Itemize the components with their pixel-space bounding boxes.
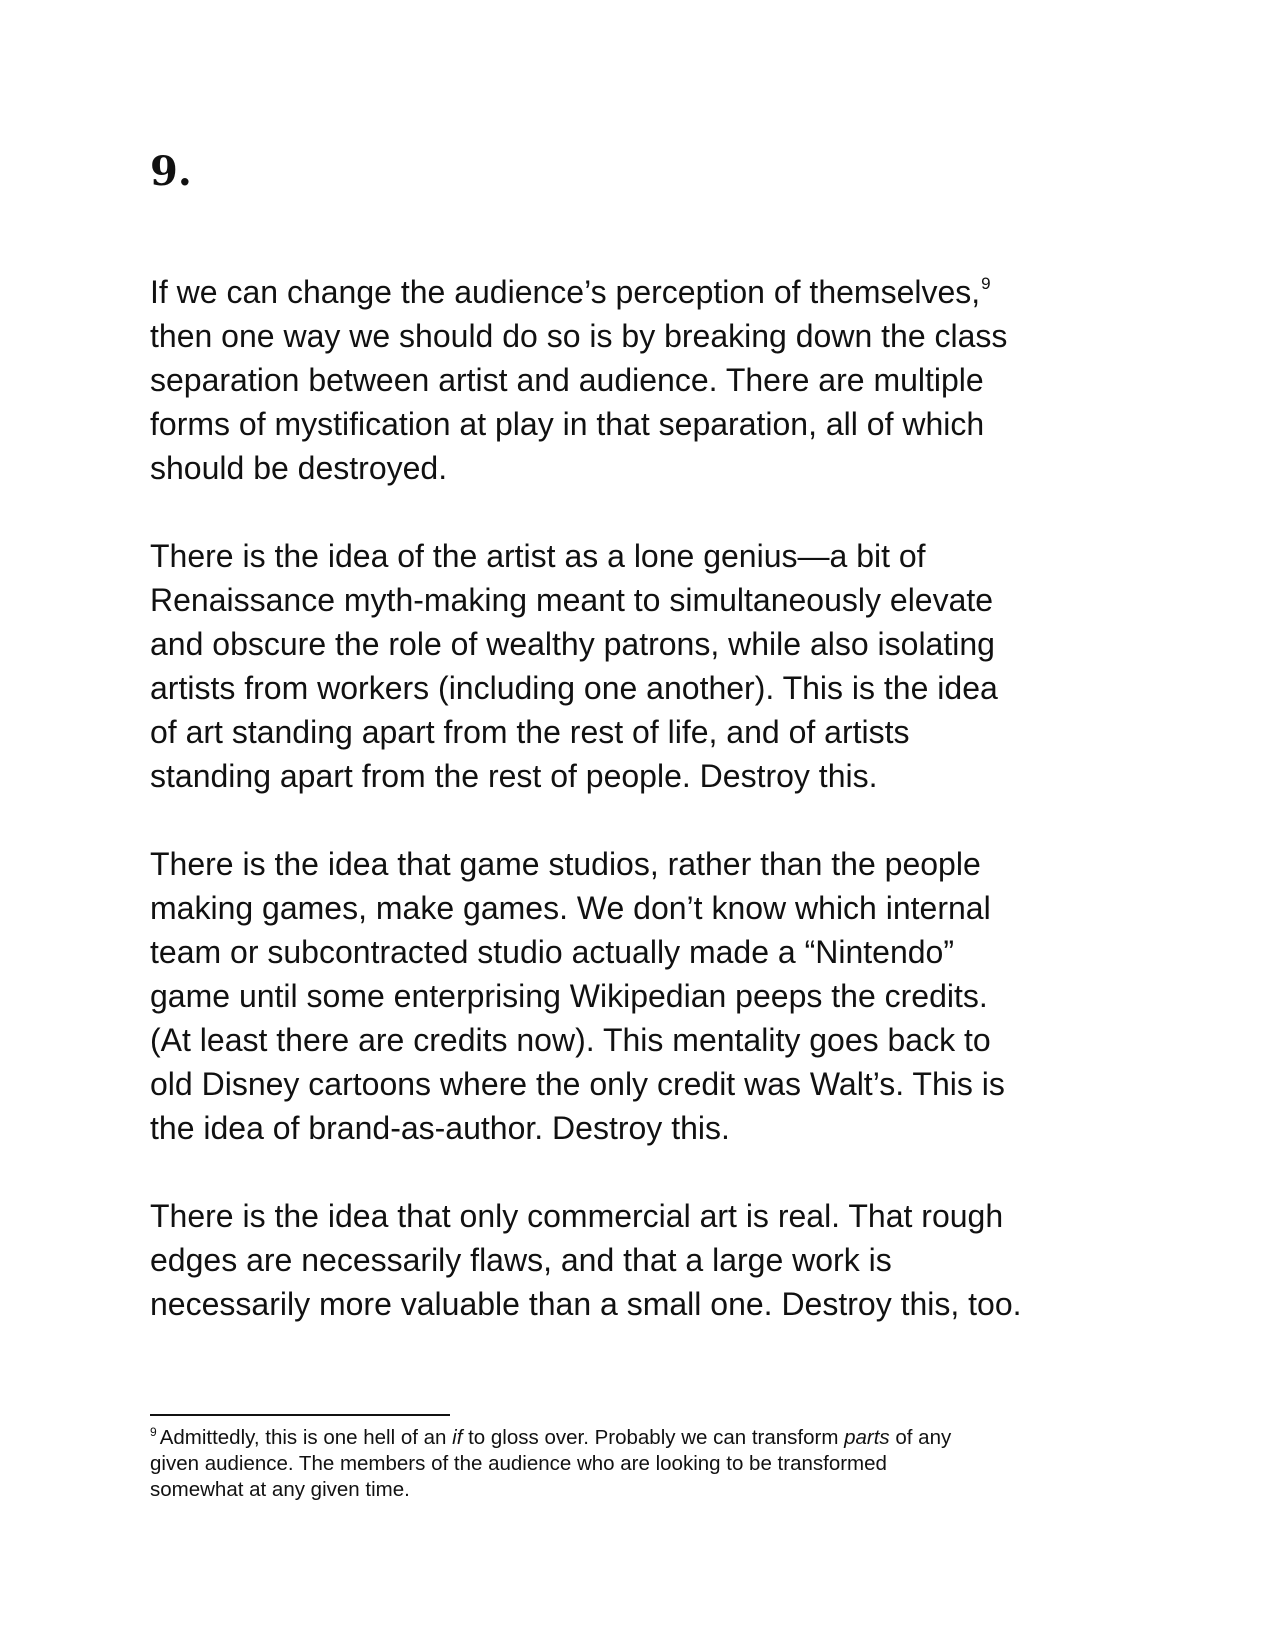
footnote-line: somewhat at any given time. [150, 1478, 410, 1501]
footnote [150, 1425, 1110, 1503]
text-line: If we can change the audience’s perception of themselves,$^9$ [150, 274, 991, 310]
paragraph-2 [150, 534, 1110, 798]
footnote-number: 9 [150, 1425, 157, 1439]
text-line: old Disney cartoons where the only credit was Walt’s. This is [150, 1066, 1005, 1102]
text-line: Renaissance myth-making meant to simultaneously elevate [150, 582, 994, 618]
footnote-reference[interactable]: 9 [981, 274, 991, 293]
text-line: the idea of brand-as-author. Destroy this. [150, 1110, 730, 1146]
emphasis: if [452, 1426, 463, 1449]
text-line: forms of mystification at play in that separation, all of which [150, 406, 985, 442]
section-heading: 9. [150, 148, 192, 195]
text-line: should be destroyed. [150, 450, 448, 486]
text-line: and obscure the role of wealthy patrons, while also isolating [150, 626, 995, 662]
text-line: standing apart from the rest of people. Destroy this. [150, 758, 878, 794]
footnote-line: $^9$ Admittedly, this is one hell of an if to gloss over. Probably we can transform parts of any [150, 1425, 952, 1449]
text-line: (At least there are credits now). This mentality goes back to [150, 1022, 991, 1058]
text-line: of art standing apart from the rest of life, and of artists [150, 714, 910, 750]
text-line: artists from workers (including one another). This is the idea [150, 670, 998, 706]
text-line: then one way we should do so is by breaking down the class [150, 318, 1008, 354]
text-line: There is the idea that game studios, rather than the people [150, 846, 981, 882]
text-line: necessarily more valuable than a small one. Destroy this, too. [150, 1286, 1022, 1322]
footnote-divider [150, 1414, 450, 1416]
paragraph-3 [150, 842, 1110, 1150]
text-line: making games, make games. We don’t know which internal [150, 890, 991, 926]
text-line: There is the idea of the artist as a lone genius—a bit of [150, 538, 926, 574]
text-line: team or subcontracted studio actually made a “Nintendo” [150, 934, 954, 970]
text-line: separation between artist and audience. There are multiple [150, 362, 984, 398]
paragraph-1 [150, 270, 1110, 490]
text-line: game until some enterprising Wikipedian peeps the credits. [150, 978, 988, 1014]
text-line: edges are necessarily flaws, and that a large work is [150, 1242, 892, 1278]
footnote-line: given audience. The members of the audience who are looking to be transformed [150, 1452, 887, 1475]
text-line: There is the idea that only commercial art is real. That rough [150, 1198, 1004, 1234]
paragraph-4 [150, 1194, 1110, 1326]
body-text [150, 270, 1110, 1370]
emphasis: parts [844, 1426, 890, 1449]
